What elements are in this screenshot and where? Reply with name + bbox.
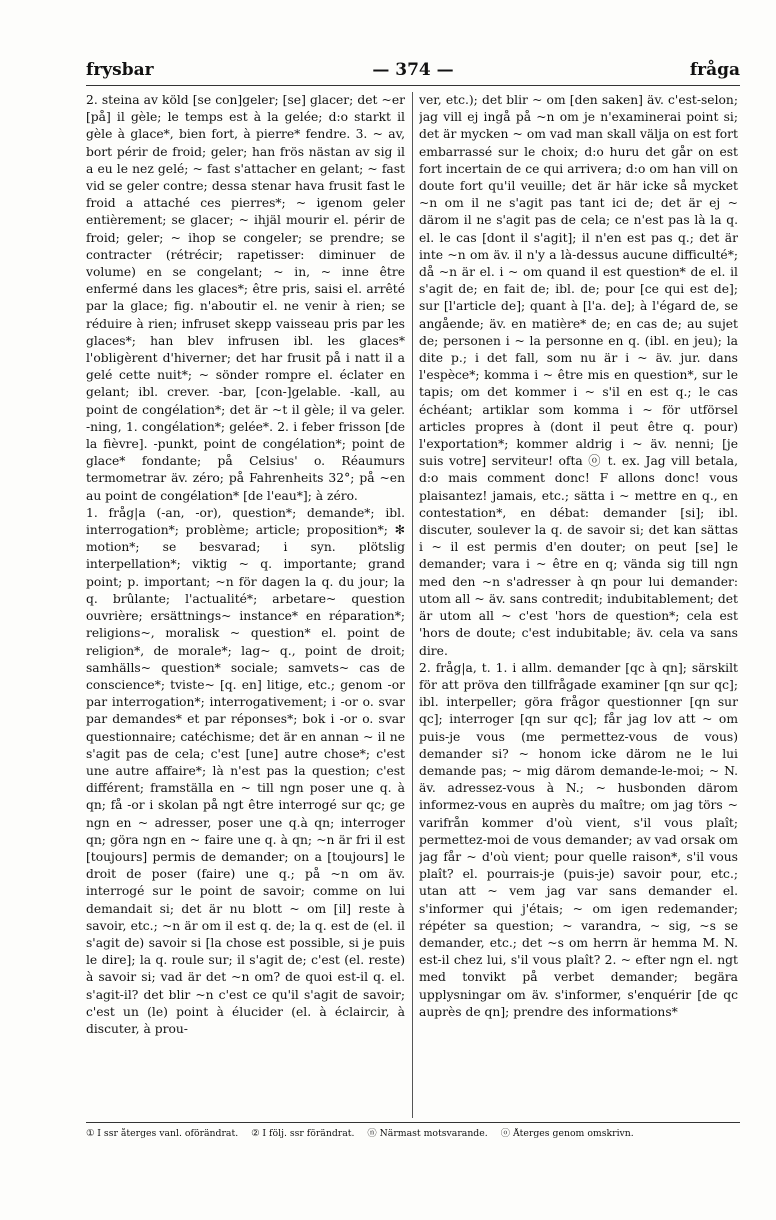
page-number: — 374 —	[372, 60, 454, 80]
header-right-guide-word: fråga	[689, 60, 740, 80]
header-rule	[86, 85, 740, 86]
entry-fraga-noun-continued: ver, etc.); det blir ~ om [den saken] äv. c'est-selon; jag vill ej ingå på ~n om je n'examinerai point si; det är mycken ~ om vad man skall välja on est fort embarrassé sur le choix; d:o huru det går on est fort incertain de ce qui arrivera; d:o om han vill on doute fort qu'il veuille; det är här icke så mycket ~n om il ne s'agit pas tant ici de; det är ej ~ därom il ne s'agit pas de cela; ce n'est pas là la q. el. le cas [dont il s'agit]; il n'en est pas q.; det är inte ~n om äv. il n'y a là-dessus aucune difficulté*; då ~n är el. i ~ om quand il est question* de el. il s'agit de; en fait de; ibl. de; pour [ce qui est de]; sur [l'article de]; quant à [l'a. de]; à l'égard de, se angående; äv. en matière* de; en cas de; au sujet de; personen i ~ la personne en q. (ibl. en jeu); la dite p.; i det fall, som nu är i ~ äv. jur. dans l'espèce*; komma i ~ être mis en question*, sur le tapis; om det kommer i ~ s'il en est q.; le cas échéant; artiklar som komma i ~ för utförsel articles propres à (dont il peut être q. pour) l'exportation*; kommer aldrig i ~ äv. nenni; [je suis votre] serviteur! ofta ⓞ t. ex. Jag vill betala, d:o mais comment donc! F allons donc! vous plaisantez! jamais, etc.; sätta i ~ mettre en q., en contestation*, en débat: demander [si]; ibl. discuter, soulever la q. de savoir si; det kan sättas i ~ il est permis d'en douter; on peut [se] le demander; vara i ~ être en q; vända sig till ngn med den ~n s'adresser à qn pour lui demander: utom all ~ äv. sans contredit; indubitablement; det är utom all ~ c'est 'hors de question*; cela est 'hors de doute; c'est indubitable; äv. cela va sans dire.	[419, 93, 738, 658]
footnote-1: ① I ssr återges vanl. oförändrat.	[86, 1128, 239, 1139]
footnote-n: ⓝ Närmast motsvarande.	[367, 1128, 488, 1139]
page-header	[86, 56, 740, 84]
entry-fraga-verb: 2. fråg|a, t. 1. i allm. demander [qc à qn]; särskilt för att pröva den tillfrågade examiner [qn sur qc]; ibl. interpeller; göra frågor questionner [qn sur qc]; interroger [qn sur qc]; får jag lov att ~ om puis-je vous (me permettez-vous de vous) demander si? ~ honom icke därom ne le lui demande pas; ~ mig därom demande-le-moi; ~ N. äv. adressez-vous à N.; ~ husbonden därom informez-vous en auprès du maître; om jag törs ~ varifrån kommer d'où vient, s'il vous plaît; permettez-moi de vous demander; av vad orsak om jag får ~ d'où vient; pour quelle raison*, s'il vous plaît? el. pourrais-je (puis-je) savoir pour, etc.; utan att ~ vem jag var sans demander el. s'informer qui j'étais; ~ om igen redemander; répéter sa question; ~ varandra, ~ sig, ~s se demander, etc.; det ~s om herrn är hemma M. N. est-il chez lui, s'il vous plaît? 2. ~ efter ngn el. ngt med tonvikt på verbet demander; begära upplysningar om äv. s'informer, s'enquérir [de qc auprès de qn]; prendre des informations*	[419, 660, 738, 1019]
footnote-2: ② I följ. ssr förändrat.	[251, 1128, 355, 1139]
header-left-guide-word: frysbar	[86, 60, 154, 80]
column-divider	[412, 92, 413, 1118]
left-column	[86, 92, 405, 1118]
right-column	[419, 92, 738, 1118]
footnotes	[86, 1128, 740, 1140]
footnote-rule	[86, 1122, 740, 1123]
entry-frysa-continued: 2. steina av köld [se con]geler; [se] glacer; det ~er [på] il gèle; le temps est à la gelée; d:o starkt il gèle à glace*, bien fort, à pierre* fendre. 3. ~ av, bort périr de froid; geler; han frös nästan av sig il a eu le nez gelé; ~ fast s'attacher en gelant; ~ fast vid se geler contre; dessa stenar hava frusit fast le froid a attaché ces pierres*; ~ igenom geler entièrement; se glacer; ~ ihjäl mourir el. périr de froid; geler; ~ ihop se congeler; se prendre; se contracter (rétrécir; rapetisser: diminuer de volume) en se congelant; ~ in, ~ inne être enfermé dans les glaces*; être pris, saisi el. arrêté par la glace; fig. n'aboutir el. ne venir à rien; se réduire à rien; infruset skepp vaisseau pris par les glaces*; han blev infrusen ibl. les glaces* l'obligèrent d'hiverner; det har frusit på i natt il a gelé cette nuit*; ~ sönder rompre el. éclater en gelant; ibl. crever. -bar, [con-]gelable. -kall, au point de congélation*; det är ~t il gèle; il va geler. -ning, 1. congélation*; gelée*. 2. i feber frisson [de la fièvre]. -punkt, point de congélation*; point de glace* fondante; på Celsius' o. Réaumurs termometrar äv. zéro; på Fahrenheits 32°; på ~en au point de congélation* [de l'eau*]; à zéro.	[86, 93, 405, 503]
entry-fraga-noun: 1. fråg|a (-an, -or), question*; demande*; ibl. interrogation*; problème; article; proposition*; ✻ motion*; se besvarad; i syn. plötslig interpellation*; viktig ~ q. importante; grand point; p. important; ~n för dagen la q. du jour; la q. brûlante; l'actualité*; arbetare~ question ouvrière; ersättnings~ instance* en réparation*; religions~, moralisk ~ question* el. point de religion*, de morale*; lag~ q., point de droit; samhälls~ question* sociale; samvets~ cas de conscience*; tviste~ [q. en] litige, etc.; genom -or par interrogation*; interrogativement; i -or o. svar par demandes* et par réponses*; bok i -or o. svar questionnaire; catéchisme; det är en annan ~ il ne s'agit pas de cela; c'est [une] autre chose*; c'est une autre affaire*; là n'est pas la question; c'est différent; framställa en ~ till ngn poser une q. à qn; få -or i skolan på ngt être interrogé sur qc; ge ngn en ~ adresser, poser une q.à qn; interroger qn; göra ngn en ~ faire une q. à qn; ~n är fri il est [toujours] permis de demander; on a [toujours] le droit de poser (faire) une q.; på ~n om äv. interrogé sur le point de savoir; comme on lui demandait si; det är nu blott ~ om [il] reste à savoir, etc.; ~n är om il est q. de; la q. est de (el. il s'agit de) savoir si [la chose est possible, si je puis le dire]; la q. roule sur; il s'agit de; c'est (el. reste) à savoir si; vad är det ~n om? de quoi est-il q. el. s'agit-il? det blir ~n c'est ce qu'il s'agit de savoir; c'est un (le) point à élucider (el. à éclaircir, à discuter, à prou-	[86, 505, 405, 1036]
footnote-o: ⓞ Återges genom omskrivn.	[500, 1128, 634, 1139]
